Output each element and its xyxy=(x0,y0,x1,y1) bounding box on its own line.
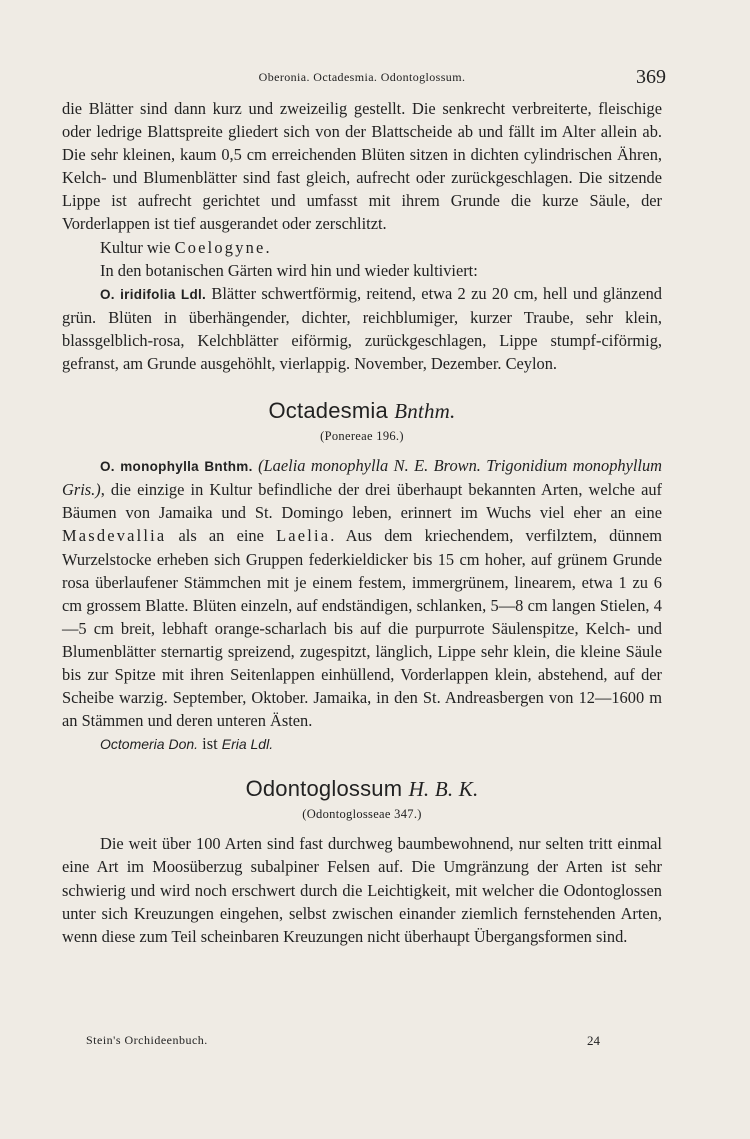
octomeria-mid: ist xyxy=(198,734,222,754)
octadesmia-subheading: (Ponereae 196.) xyxy=(320,429,404,444)
species-name-iridifolia: O. iridifolia Ldl. xyxy=(100,286,207,302)
genus-laelia: Laelia xyxy=(276,526,331,546)
species-text-b: als an eine xyxy=(166,526,277,546)
species-synonyms: (Laelia monophylla N. E. Brown. Trigonidium monophyllum Gris.) xyxy=(62,456,663,500)
oberonia-garden-note: In den botanischen Gärten wird hin und wieder kultiviert: xyxy=(100,260,478,280)
odontoglossum-genus: Odontoglossum xyxy=(245,776,403,802)
footer-signature: 24 xyxy=(587,1033,600,1048)
footer-book-title: Stein's Orchideenbuch. xyxy=(86,1033,208,1047)
genus-masdevallia: Masdevallia xyxy=(62,526,167,546)
octadesmia-genus: Octadesmia xyxy=(268,398,388,424)
odontoglossum-subheading: (Odontoglosseae 347.) xyxy=(302,807,422,822)
octomeria-note xyxy=(62,732,662,756)
running-head xyxy=(62,66,666,90)
oberonia-culture xyxy=(62,236,662,259)
species-text-c: . Aus dem kriechendem, verfilztem, dünnem Wurzelstocke erheben sich Gruppen federkieldicker bis 15 cm hoher, auf grünem Grunde rosa überlaufener Stämmchen mit je einem festem, immergrünem, linearem, etwa 1 zu 6 cm grossem Blatte. Blüten einzeln, auf endständigen, schlanken, 5—8 cm langen Stielen, 4—5 cm breit, lebhaft orange-scharlach bis auf die purpurrote Säulenspitze, Kelch- und Blumenblätter sternartig spreizend, zugespitzt, länglich, Lippe sehr klein, die kleine Säule bis zur Spitze mit ihren Seitenlappen einhüllend, Vorderlappen klein, abstehend, auf der Scheibe warzig. September, Oktober. Jamaika, in den St. Andreasbergen von 12—1600 m an Stämmen und deren unteren Ästen. xyxy=(62,526,662,731)
page-number: 369 xyxy=(636,66,666,88)
octadesmia-heading xyxy=(62,398,662,424)
odontoglossum-heading xyxy=(62,776,662,802)
odontoglossum-author: H. B. K. xyxy=(408,777,479,802)
octomeria-genus: Octomeria Don. xyxy=(100,736,199,753)
page-content xyxy=(62,97,662,948)
octadesmia-author: Bnthm. xyxy=(394,399,456,424)
culture-genus: Coelogyne xyxy=(174,237,266,257)
oberonia-description: die Blätter sind dann kurz und zweizeilig gestellt. Die senkrecht verbreiterte, fleischige oder ledrige Blattspreite gliedert sich von der Blattscheide ab und fällt im Alter allein ab. Die sehr kleinen, kaum 0,5 cm erreichenden Blüten sitzen in dichten cylindrischen Ähren, Kelch- und Blumenblätter sind fast gleich, aufrecht oder zurückgeschlagen. Die sitzende Lippe ist aufrecht gerichtet und umfasst mit ihrem Grunde die kurze Säule, der Vorderlappen ist tief ausgerandet oder zerschlitzt. xyxy=(62,99,662,234)
species-text-iridifolia: Blätter schwertförmig, reitend, etwa 2 zu 20 cm, hell und glänzend grün. Blüten in überhängender, dichter, reichblumiger, kurzer Traube, sehr klein, blassgelblich-rosa, Kelchblätter eiförmig, zurückgeschlagen, Lippe stumpf-ciförmig, gefranst, am Grunde ausgehöhlt, vierlappig. November, Dezember. Ceylon. xyxy=(62,283,662,374)
odontoglossum-description: Die weit über 100 Arten sind fast durchweg baumbewohnend, nur selten tritt einmal eine Art im Moosüberzug subalpiner Felsen auf. Die Umgränzung der Arten ist sehr schwierig und wird noch erschwert durch die Leichtigkeit, mit welcher die Odontoglossen unter sich Kreuzungen eingehen, selbst zwischen einander ziemlich fernstehenden Arten, wenn diese zum Teil scheinbaren Kreuzungen nicht überhaupt Übergangsformen sind. xyxy=(62,834,662,946)
octomeria-target: Eria Ldl. xyxy=(221,736,274,753)
oberonia-species-entry xyxy=(62,282,662,375)
culture-prefix: Kultur wie xyxy=(100,237,175,257)
running-title: Oberonia. Octadesmia. Odontoglossum. xyxy=(258,70,466,84)
species-text-a: , die einzige in Kultur befindliche der drei überhaupt bekannten Arten, welche auf Bäumen von Jamaika und St. Domingo leben, erinnert im Wuchs viel eher an eine xyxy=(62,480,662,523)
species-name-monophylla: O. monophylla Bnthm. xyxy=(100,459,253,475)
culture-suffix: . xyxy=(265,237,270,257)
octadesmia-species-entry xyxy=(62,454,662,732)
